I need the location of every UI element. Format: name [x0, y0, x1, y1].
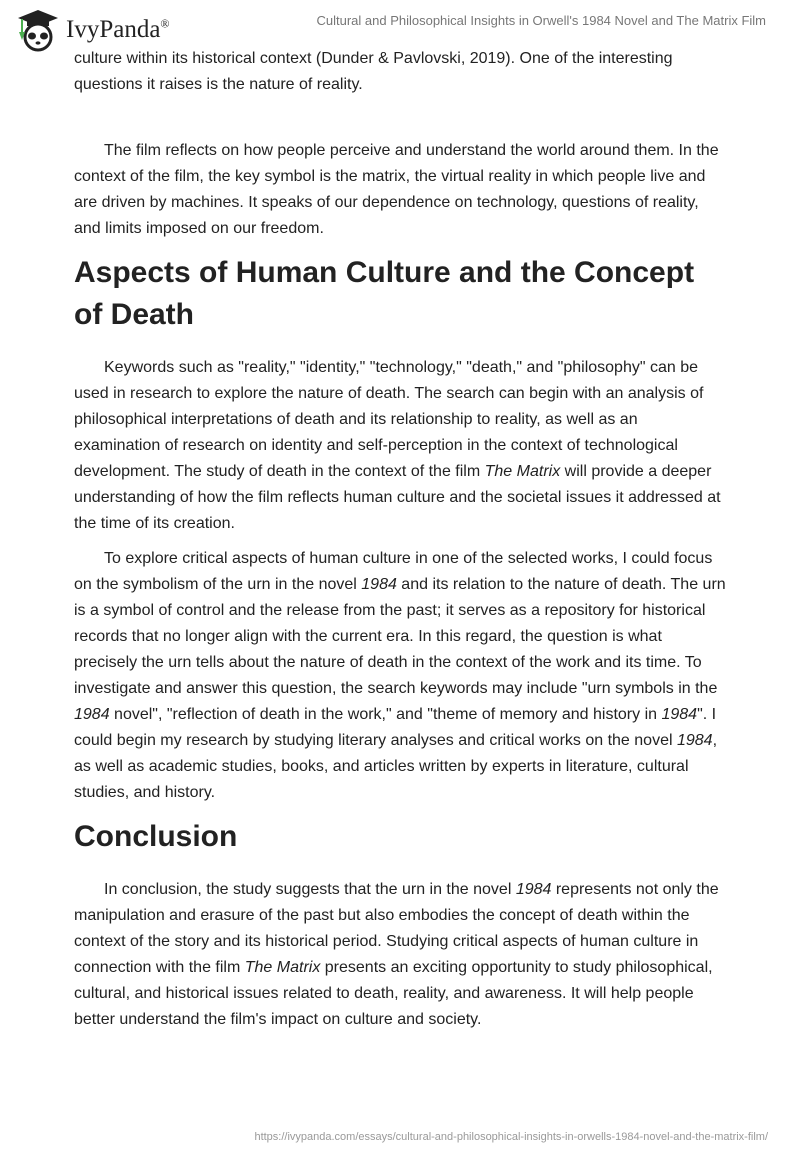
paragraph: The film reflects on how people perceive and understand the world around them. In the context of the film, the key symbol is the matrix, the virtual reality in which people live and are driven by machines. It speaks of our dependence on technology, questions of reality, and limits imposed on our freedom. — [74, 142, 719, 237]
page-header — [0, 0, 800, 50]
section-heading-conclusion: Conclusion — [74, 820, 238, 853]
panda-logo-icon — [14, 8, 60, 52]
source-url[interactable]: https://ivypanda.com/essays/cultural-and-philosophical-insights-in-orwells-1984-novel-and-the-matrix-film/ — [254, 1131, 768, 1143]
section-heading: Aspects of Human Culture and the Concept of Death — [74, 256, 695, 331]
paragraph: To explore critical aspects of human culture in one of the selected works, I could focus on the symbolism of the urn in the novel 1984 and its relation to the nature of death. The urn is a symbol of control and the release from the past; it serves as a repository for historical records that no longer align with the current era. In this regard, the question is what precisely the urn tells about the nature of death in the context of the work and its time. To investigate and answer this question, the search keywords may include "urn symbols in the 1984 novel", "reflection of death in the work," and "theme of memory and history in 1984". I could begin my research by studying literary analyses and critical works on the novel 1984, as well as academic studies, books, and articles written by experts in literature, cultural studies, and history. — [74, 550, 726, 801]
paragraph: In conclusion, the study suggests that the urn in the novel 1984 represents not only the manipulation and erasure of the past but also embodies the concept of death within the context of the story and its historical period. Studying critical aspects of human culture in connection with the film The Matrix presents an exciting opportunity to study philosophical, cultural, and historical issues related to death, reality, and awareness. It will help people better understand the film's impact on culture and society. — [74, 881, 719, 1028]
paragraph: culture within its historical context (Dunder & Pavlovski, 2019). One of the interesting questions it raises is the nature of reality. — [74, 50, 673, 93]
document-title: Cultural and Philosophical Insights in Orwell's 1984 Novel and The Matrix Film — [316, 13, 766, 28]
paragraph: Keywords such as "reality," "identity," "technology," "death," and "philosophy" can be used in research to explore the nature of death. The search can begin with an analysis of philosophical interpretations of death and its relationship to reality, as well as an examination of research on identity and self-perception in the context of technological development. The study of death in the context of the film The Matrix will provide a deeper understanding of how the film reflects human culture and the societal issues it addressed at the time of its creation. — [74, 359, 721, 532]
brand-name: IvyPanda — [66, 16, 161, 43]
registered-mark: ® — [160, 16, 170, 31]
essay-body — [74, 46, 728, 1042]
